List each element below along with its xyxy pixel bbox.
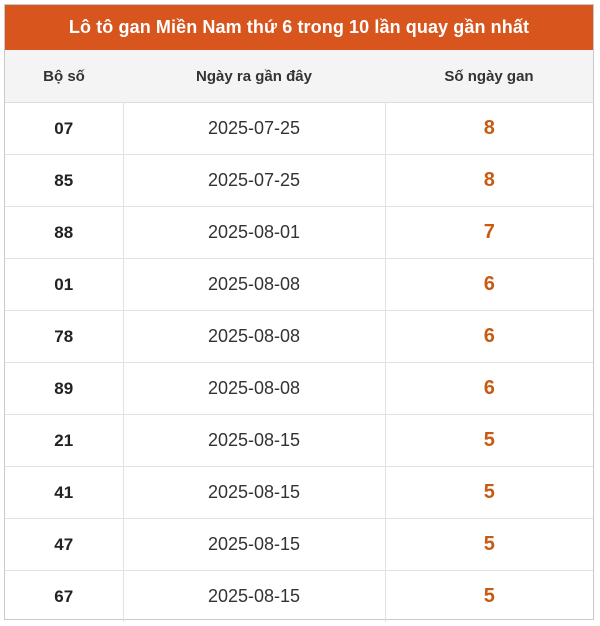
panel-title: Lô tô gan Miền Nam thứ 6 trong 10 lần quay gần nhất: [5, 5, 593, 50]
column-header-gan-days: Số ngày gan: [385, 50, 593, 103]
row-gan-days: 6: [385, 259, 593, 311]
row-number: 67: [5, 571, 123, 623]
row-last-date: 2025-08-08: [123, 363, 385, 415]
row-last-date: 2025-08-15: [123, 519, 385, 571]
table-row: [5, 103, 593, 155]
table-row: [5, 363, 593, 415]
row-last-date: 2025-08-15: [123, 571, 385, 623]
row-number: 01: [5, 259, 123, 311]
lo-to-gan-table: [5, 50, 593, 622]
row-number: 78: [5, 311, 123, 363]
row-gan-days: 6: [385, 363, 593, 415]
row-last-date: 2025-08-08: [123, 311, 385, 363]
table-row: [5, 467, 593, 519]
table-row: [5, 155, 593, 207]
row-gan-days: 7: [385, 207, 593, 259]
row-last-date: 2025-08-08: [123, 259, 385, 311]
lo-to-gan-panel: [4, 4, 594, 620]
row-number: 21: [5, 415, 123, 467]
column-header-number: Bộ số: [5, 50, 123, 103]
table-row: [5, 207, 593, 259]
row-last-date: 2025-07-25: [123, 155, 385, 207]
table-row: [5, 519, 593, 571]
row-gan-days: 5: [385, 519, 593, 571]
row-gan-days: 8: [385, 103, 593, 155]
row-last-date: 2025-07-25: [123, 103, 385, 155]
row-last-date: 2025-08-15: [123, 415, 385, 467]
row-number: 88: [5, 207, 123, 259]
column-header-last-date: Ngày ra gần đây: [123, 50, 385, 103]
row-number: 07: [5, 103, 123, 155]
row-gan-days: 5: [385, 467, 593, 519]
table-row: [5, 259, 593, 311]
row-number: 89: [5, 363, 123, 415]
row-number: 47: [5, 519, 123, 571]
row-number: 85: [5, 155, 123, 207]
row-last-date: 2025-08-15: [123, 467, 385, 519]
table-row: [5, 311, 593, 363]
row-gan-days: 8: [385, 155, 593, 207]
row-gan-days: 5: [483, 585, 495, 607]
row-gan-days: 5: [385, 415, 593, 467]
row-gan-days: 6: [385, 311, 593, 363]
table-header-row: [5, 50, 593, 103]
row-last-date: 2025-08-01: [123, 207, 385, 259]
row-number: 41: [5, 467, 123, 519]
table-row: [5, 415, 593, 467]
table-row: [5, 571, 593, 623]
